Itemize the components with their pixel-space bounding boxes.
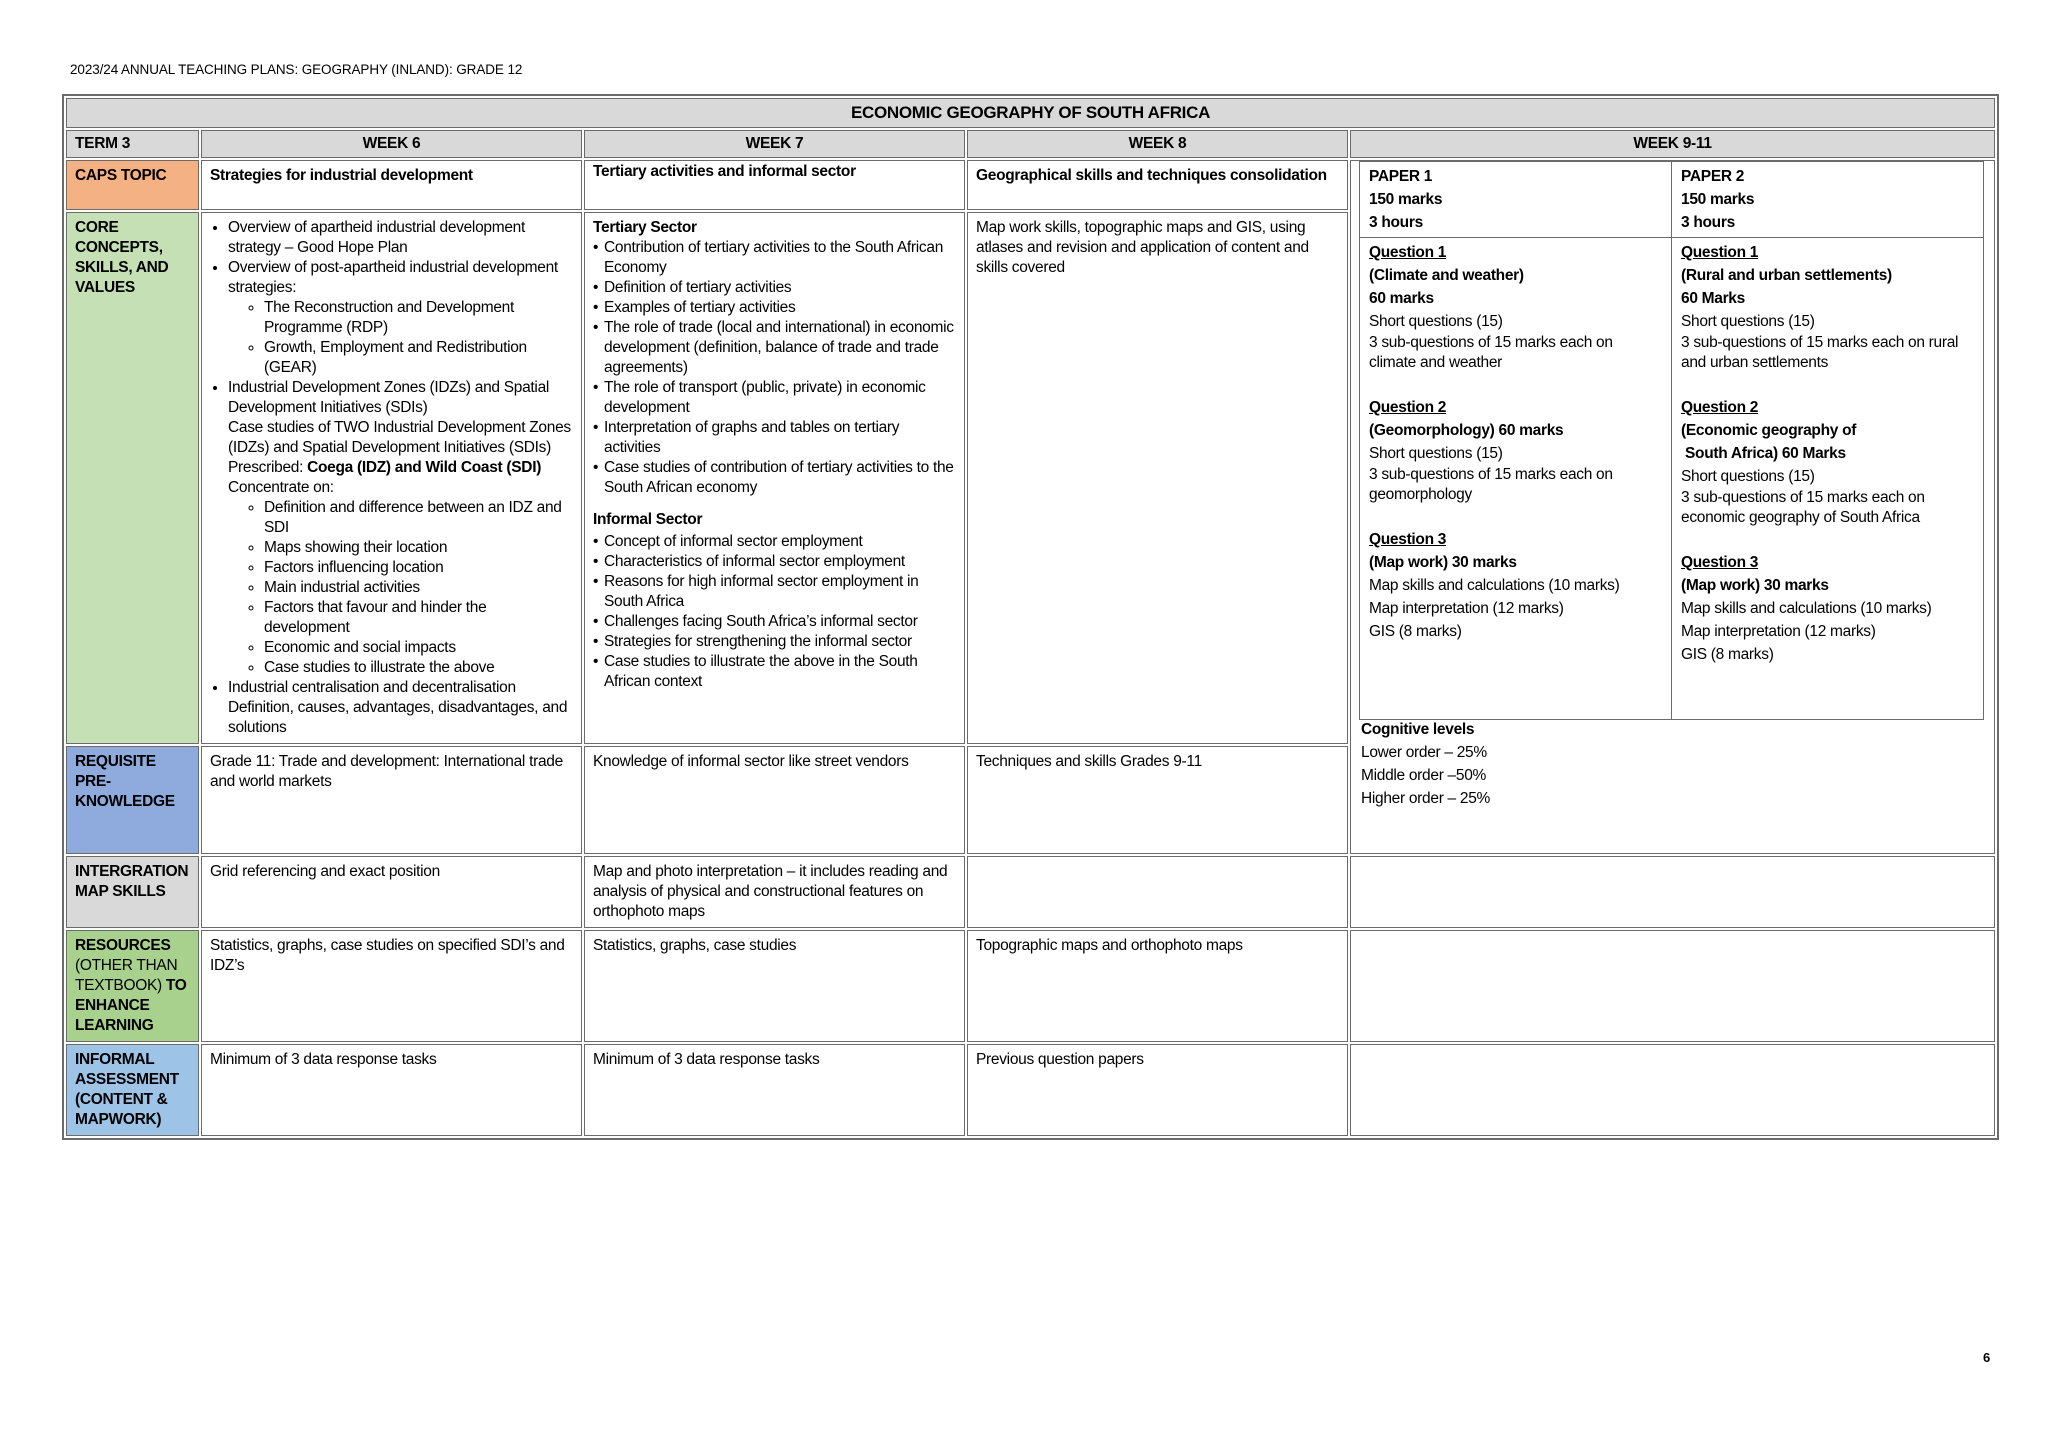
week6-header: WEEK 6 bbox=[201, 130, 582, 158]
week7-header: WEEK 7 bbox=[584, 130, 965, 158]
integration-week8 bbox=[967, 856, 1348, 928]
papers-table bbox=[1359, 161, 1984, 720]
list-item: ◦ Case studies to illustrate the above bbox=[264, 658, 573, 678]
list-item: • Overview of apartheid industrial development strategy – Good Hope Plan bbox=[228, 218, 573, 258]
core-week6 bbox=[201, 212, 582, 744]
term-header: TERM 3 bbox=[66, 130, 199, 158]
teaching-plan-table bbox=[62, 94, 1999, 1140]
paper1-body: Question 1 (Climate and weather) 60 marks Short questions (15) 3 sub-questions of 15 marks each on climate and weather Question 2 (Geomorphology) 60 marks Short questions (15) 3 sub-questions of 15 marks each on geomorphology Question 3 (Map work) 30 marks Map skills and calculations (10 marks) Map interpretation (12 marks) GIS (8 marks) bbox=[1360, 238, 1672, 720]
list-item: • Examples of tertiary activities bbox=[604, 298, 956, 318]
list-item: ◦ Growth, Employment and Redistribution (GEAR) bbox=[264, 338, 573, 378]
requisite-week7: Knowledge of informal sector like street vendors bbox=[584, 746, 965, 854]
integration-map-skills-label: INTERGRATION MAP SKILLS bbox=[66, 856, 199, 928]
list-item: ◦ Factors influencing location bbox=[264, 558, 573, 578]
informal-week8: Previous question papers bbox=[967, 1044, 1348, 1136]
informal-week7: Minimum of 3 data response tasks bbox=[584, 1044, 965, 1136]
list-item: • Concept of informal sector employment bbox=[604, 532, 956, 552]
cognitive-levels: Cognitive levels Lower order – 25% Middle order –50% Higher order – 25% bbox=[1361, 721, 1491, 807]
list-item: • The role of trade (local and international) in economic development (definition, balance of trade and trade agreements) bbox=[604, 318, 956, 378]
integration-week6: Grid referencing and exact position bbox=[201, 856, 582, 928]
informal-week6: Minimum of 3 data response tasks bbox=[201, 1044, 582, 1136]
table-title: ECONOMIC GEOGRAPHY OF SOUTH AFRICA bbox=[66, 98, 1995, 128]
list-item: • Overview of post-apartheid industrial development strategies: ◦ The Reconstruction and Development Programme (RDP) ◦ Growth, Employment and Redistribution (GEAR) bbox=[228, 258, 573, 378]
list-item: ◦ Maps showing their location bbox=[264, 538, 573, 558]
list-item: ◦ Definition and difference between an IDZ and SDI bbox=[264, 498, 573, 538]
caps-topic-week7: Tertiary activities and informal sector bbox=[584, 160, 965, 210]
paper2-body: Question 1 (Rural and urban settlements) 60 Marks Short questions (15) 3 sub-questions of 15 marks each on rural and urban settlements Question 2 (Economic geography of South Africa) 60 Marks Short questions (15) 3 sub-questions of 15 marks each on economic geography of South Africa Question 3 (Map work) 30 marks Map skills and calculations (10 marks) Map interpretation (12 marks) GIS (8 marks) bbox=[1672, 238, 1984, 720]
page-number: 6 bbox=[1983, 1350, 1991, 1365]
list-item: ◦ The Reconstruction and Development Programme (RDP) bbox=[264, 298, 573, 338]
integration-week7: Map and photo interpretation – it includes reading and analysis of physical and constructional features on orthophoto maps bbox=[584, 856, 965, 928]
list-item: • Case studies to illustrate the above in the South African context bbox=[604, 652, 956, 692]
list-item: • The role of transport (public, private) in economic development bbox=[604, 378, 956, 418]
resources-week9-11 bbox=[1350, 930, 1995, 1042]
list-item: • Characteristics of informal sector employment bbox=[604, 552, 956, 572]
core-week7: Tertiary Sector • Contribution of tertiary activities to the South African Economy • Definition of tertiary activities • Examples of tertiary activities • The role of trade (local and international) in economic development (definition, balance of trade and trade agreements) • The role of transport (public, private) in economic development • Interpretation of graphs and tables on tertiary activities • Case studies of contribution of tertiary activities to the South African economy Informal Sector • Concept of informal sector employment • Characteristics of informal sector employment • Reasons for high informal sector employment in South Africa • Challenges facing South Africa’s informal sector • Strategies for strengthening the informal sector • Case studies to illustrate the above in the South African context bbox=[584, 212, 965, 744]
list-item: • Contribution of tertiary activities to the South African Economy bbox=[604, 238, 956, 278]
week9-11-header: WEEK 9-11 bbox=[1350, 130, 1995, 158]
week8-header: WEEK 8 bbox=[967, 130, 1348, 158]
document-header: 2023/24 ANNUAL TEACHING PLANS: GEOGRAPHY (INLAND): GRADE 12 bbox=[70, 62, 523, 77]
list-item: • Strategies for strengthening the informal sector bbox=[604, 632, 956, 652]
caps-topic-label: CAPS TOPIC bbox=[66, 160, 199, 210]
paper2-header: PAPER 2 150 marks 3 hours bbox=[1672, 162, 1984, 238]
list-item: • Challenges facing South Africa’s informal sector bbox=[604, 612, 956, 632]
requisite-week6: Grade 11: Trade and development: International trade and world markets bbox=[201, 746, 582, 854]
core-week8: Map work skills, topographic maps and GIS, using atlases and revision and application of content and skills covered bbox=[967, 212, 1348, 744]
caps-topic-week6: Strategies for industrial development bbox=[201, 160, 582, 210]
requisite-week8: Techniques and skills Grades 9-11 bbox=[967, 746, 1348, 854]
resources-week8: Topographic maps and orthophoto maps bbox=[967, 930, 1348, 1042]
list-item: ◦ Economic and social impacts bbox=[264, 638, 573, 658]
informal-week9-11 bbox=[1350, 1044, 1995, 1136]
resources-week6: Statistics, graphs, case studies on specified SDI’s and IDZ’s bbox=[201, 930, 582, 1042]
core-concepts-label: CORE CONCEPTS, SKILLS, AND VALUES bbox=[66, 212, 199, 744]
list-item: • Interpretation of graphs and tables on tertiary activities bbox=[604, 418, 956, 458]
caps-topic-week8: Geographical skills and techniques consolidation bbox=[967, 160, 1348, 210]
integration-week9-11 bbox=[1350, 856, 1995, 928]
resources-week7: Statistics, graphs, case studies bbox=[584, 930, 965, 1042]
list-item: ◦ Factors that favour and hinder the development bbox=[264, 598, 573, 638]
paper1-header: PAPER 1 150 marks 3 hours bbox=[1360, 162, 1672, 238]
list-item: • Industrial centralisation and decentralisation Definition, causes, advantages, disadvantages, and solutions bbox=[228, 678, 573, 738]
list-item: • Definition of tertiary activities bbox=[604, 278, 956, 298]
list-item: • Case studies of contribution of tertiary activities to the South African economy bbox=[604, 458, 956, 498]
list-item: • Reasons for high informal sector employment in South Africa bbox=[604, 572, 956, 612]
assessment-cell bbox=[1350, 160, 1995, 854]
list-item: ◦ Main industrial activities bbox=[264, 578, 573, 598]
requisite-knowledge-label: REQUISITE PRE- KNOWLEDGE bbox=[66, 746, 199, 854]
resources-label: RESOURCES (OTHER THAN TEXTBOOK) TO ENHANCE LEARNING bbox=[66, 930, 199, 1042]
list-item: • Industrial Development Zones (IDZs) and Spatial Development Initiatives (SDIs) Case studies of TWO Industrial Development Zones (IDZs) and Spatial Development Initiatives (SDIs) Prescribed: Coega (IDZ) and Wild Coast (SDI) Concentrate on: ◦ Definition and difference between an IDZ and SDI ◦ Maps showing their location ◦ Factors influencing location ◦ Main industrial activities ◦ Factors that favour and hinder the development ◦ Economic and social impacts ◦ Case studies to illustrate the above bbox=[228, 378, 573, 678]
informal-assessment-label: INFORMAL ASSESSMENT (CONTENT & MAPWORK) bbox=[66, 1044, 199, 1136]
